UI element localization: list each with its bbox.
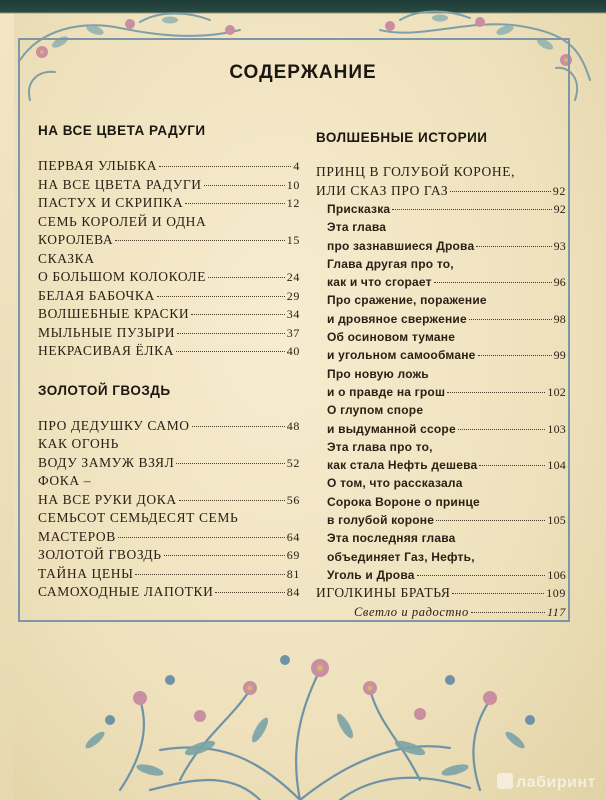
toc-entry-title: ПАСТУХ И СКРИПКА (38, 195, 184, 210)
toc-entry (38, 546, 300, 565)
toc-entry-title: и дровяное свержение (327, 311, 467, 326)
toc-entry-page: 48 (286, 418, 300, 433)
dot-leader (157, 296, 285, 297)
dot-leader (471, 612, 545, 613)
toc-entry-title: про зазнавшиеся Дрова (327, 238, 475, 253)
toc-entry-page: 10 (286, 177, 300, 192)
dot-leader (215, 592, 284, 593)
toc-entry-title: О том, что рассказала (327, 476, 463, 491)
toc-entry-title: и о правде на грош (327, 384, 446, 399)
toc-list (316, 163, 566, 621)
toc-entry-page: 52 (286, 455, 300, 470)
toc-entry (316, 346, 566, 364)
toc-entry (38, 324, 300, 343)
dot-leader (447, 392, 545, 393)
dot-leader (176, 351, 285, 352)
dot-leader (479, 465, 545, 466)
toc-entry (316, 438, 566, 456)
dot-leader (208, 277, 285, 278)
toc-entry-page: 117 (547, 604, 566, 619)
toc-entry-page: 81 (286, 566, 300, 581)
dot-leader (434, 282, 552, 283)
section-heading: НА ВСЕ ЦВЕТА РАДУГИ (38, 123, 206, 138)
toc-entry-title: СЕМЬ КОРОЛЕЙ И ОДНА (38, 213, 207, 229)
toc-entry-title: Уголь и Дрова (327, 567, 415, 582)
dot-leader (135, 574, 284, 575)
toc-entry-title: и угольном самообмане (327, 348, 476, 363)
toc-entry-title: ПЕРВАЯ УЛЫБКА (38, 158, 158, 173)
toc-entry-title: Эта последняя глава (327, 531, 456, 546)
toc-entry-page: 4 (293, 159, 300, 173)
toc-entry (38, 268, 300, 287)
toc-entry-title: объединяет Газ, Нефть, (327, 549, 475, 564)
dot-leader (176, 463, 284, 464)
toc-entry-page: 104 (547, 458, 566, 473)
toc-entry-title: КАК ОГОНЬ (38, 436, 120, 451)
dot-leader (191, 314, 285, 315)
toc-entry-title: ВОДУ ЗАМУЖ ВЗЯЛ (38, 454, 175, 470)
toc-entry-title: Про сражение, поражение (327, 293, 487, 308)
toc-entry-title: БЕЛАЯ БАБОЧКА (38, 287, 155, 303)
toc-entry-page: 56 (286, 492, 300, 507)
toc-entry-title: ВОЛШЕБНЫЕ КРАСКИ (38, 306, 190, 321)
toc-entry (38, 194, 300, 213)
toc-entry-title: ФОКА – (38, 473, 92, 488)
toc-entry (316, 548, 566, 566)
toc-entry-title: КОРОЛЕВА (38, 232, 114, 247)
toc-entry-page: 103 (547, 421, 566, 436)
toc-entry-title: МАСТЕРОВ (38, 528, 116, 544)
toc-entry (316, 383, 566, 401)
toc-entry (316, 603, 566, 622)
toc-entry (316, 456, 566, 474)
toc-entry (316, 584, 566, 603)
toc-entry-page: 69 (286, 548, 300, 562)
toc-entry-page: 34 (286, 307, 300, 321)
toc-entry-page: 40 (286, 344, 300, 358)
toc-entry (316, 218, 566, 236)
page-title: СОДЕРЖАНИЕ (229, 62, 377, 83)
toc-entry-page: 15 (286, 233, 300, 247)
dot-leader (458, 429, 546, 430)
toc-entry (316, 511, 566, 529)
toc-entry-page: 29 (286, 288, 300, 303)
toc-entry-page: 99 (553, 348, 566, 363)
toc-entry (316, 273, 566, 291)
toc-entry-title: Об осиновом тумане (327, 330, 456, 345)
dot-leader (159, 166, 291, 167)
toc-entry-page: 102 (547, 384, 566, 399)
toc-entry (316, 182, 566, 201)
toc-entry-title: САМОХОДНЫЕ ЛАПОТКИ (38, 584, 214, 599)
toc-entry (316, 529, 566, 547)
section-heading: ВОЛШЕБНЫЕ ИСТОРИИ (316, 130, 488, 145)
watermark-text: лабиринт (516, 774, 596, 791)
toc-entry (316, 493, 566, 511)
toc-entry (316, 566, 566, 584)
toc-entry (38, 176, 300, 195)
toc-entry (38, 213, 300, 232)
dot-leader (118, 537, 285, 538)
toc-left-column (38, 120, 300, 602)
toc-entry-page: 93 (553, 238, 566, 253)
toc-entry (38, 509, 300, 528)
toc-entry (38, 435, 300, 454)
toc-entry-title: ИЛИ СКАЗ ПРО ГАЗ (316, 182, 449, 198)
toc-entry (38, 491, 300, 510)
toc-entry (316, 163, 566, 182)
toc-entry (316, 420, 566, 438)
dot-leader (192, 426, 285, 427)
toc-entry-page: 37 (286, 325, 300, 340)
toc-entry (38, 250, 300, 269)
toc-entry-title: как стала Нефть дешева (327, 458, 478, 473)
toc-entry-page: 64 (286, 529, 300, 544)
dot-leader (179, 500, 285, 501)
toc-entry-page: 84 (286, 585, 300, 599)
dot-leader (450, 191, 551, 192)
toc-entry-title: Эта глава (327, 220, 387, 235)
toc-entry (316, 200, 566, 218)
toc-entry-page: 109 (546, 586, 566, 601)
toc-entry-title: МЫЛЬНЫЕ ПУЗЫРИ (38, 324, 176, 340)
toc-entry-title: НА ВСЕ РУКИ ДОКА (38, 491, 177, 507)
toc-entry (316, 237, 566, 255)
watermark (497, 773, 596, 792)
toc-entry-title: О глупом споре (327, 403, 424, 418)
toc-entry-page: 92 (553, 202, 566, 216)
dot-leader (177, 333, 285, 334)
toc-entry-page: 105 (547, 513, 566, 528)
dot-leader (417, 575, 546, 576)
dot-leader (452, 593, 544, 594)
toc-entry-page: 98 (553, 311, 566, 326)
dot-leader (436, 520, 545, 521)
toc-entry-title: ЗОЛОТОЙ ГВОЗДЬ (38, 547, 162, 562)
toc-entry (38, 287, 300, 306)
toc-entry (316, 328, 566, 346)
toc-entry (38, 583, 300, 602)
toc-entry-page: 12 (286, 196, 300, 210)
dot-leader (392, 209, 551, 210)
toc-entry-title: в голубой короне (327, 513, 435, 528)
toc-entry-page: 106 (547, 567, 566, 582)
toc-entry-title: СЕМЬСОТ СЕМЬДЕСЯТ СЕМЬ (38, 510, 239, 525)
toc-entry (316, 255, 566, 273)
dot-leader (185, 203, 285, 204)
labirint-logo-icon (497, 773, 513, 789)
toc-entry-title: НЕКРАСИВАЯ ЁЛКА (38, 343, 175, 358)
toc-entry (38, 528, 300, 547)
toc-entry-title: Эта глава про то, (327, 439, 433, 454)
toc-entry-title: ТАЙНА ЦЕНЫ (38, 565, 134, 581)
toc-entry (38, 417, 300, 436)
toc-entry-title: НА ВСЕ ЦВЕТА РАДУГИ (38, 176, 202, 192)
toc-entry (38, 305, 300, 324)
dot-leader (478, 355, 552, 356)
toc-entry-title: и выдуманной ссоре (327, 421, 456, 436)
toc-entry (316, 365, 566, 383)
dot-leader (115, 240, 285, 241)
toc-entry-title: Глава другая про то, (327, 256, 454, 271)
toc-entry-title: ИГОЛКИНЫ БРАТЬЯ (316, 585, 451, 601)
toc-entry-title: как и что сгорает (327, 275, 432, 290)
toc-entry-page: 92 (552, 183, 566, 198)
toc-entry (38, 565, 300, 584)
dot-leader (469, 319, 552, 320)
toc-entry-title: ПРО ДЕДУШКУ САМО (38, 417, 190, 433)
toc-entry-page: 24 (286, 270, 300, 284)
toc-entry-page: 96 (553, 275, 566, 290)
toc-entry-title: О БОЛЬШОМ КОЛОКОЛЕ (38, 269, 207, 284)
toc-entry (316, 474, 566, 492)
toc-entry (316, 291, 566, 309)
toc-entry (38, 342, 300, 361)
toc-entry (316, 310, 566, 328)
toc-entry (38, 157, 300, 176)
section-heading: ЗОЛОТОЙ ГВОЗДЬ (38, 382, 171, 398)
toc-entry-title: Про новую ложь (327, 366, 429, 381)
dot-leader (476, 246, 551, 247)
toc-list (38, 417, 300, 602)
toc-entry-title: ПРИНЦ В ГОЛУБОЙ КОРОНЕ, (316, 164, 516, 179)
toc-entry (38, 454, 300, 473)
dot-leader (164, 555, 285, 556)
toc-right-column (316, 120, 566, 621)
toc-entry-title: Присказка (327, 202, 391, 216)
dot-leader (204, 185, 285, 186)
toc-entry (316, 401, 566, 419)
toc-entry (38, 472, 300, 491)
toc-entry-title: Светло и радостно (354, 604, 469, 619)
toc-entry-title: Сорока Вороне о принце (327, 494, 480, 509)
toc-list (38, 157, 300, 361)
toc-entry (38, 231, 300, 250)
toc-entry-title: СКАЗКА (38, 250, 95, 266)
